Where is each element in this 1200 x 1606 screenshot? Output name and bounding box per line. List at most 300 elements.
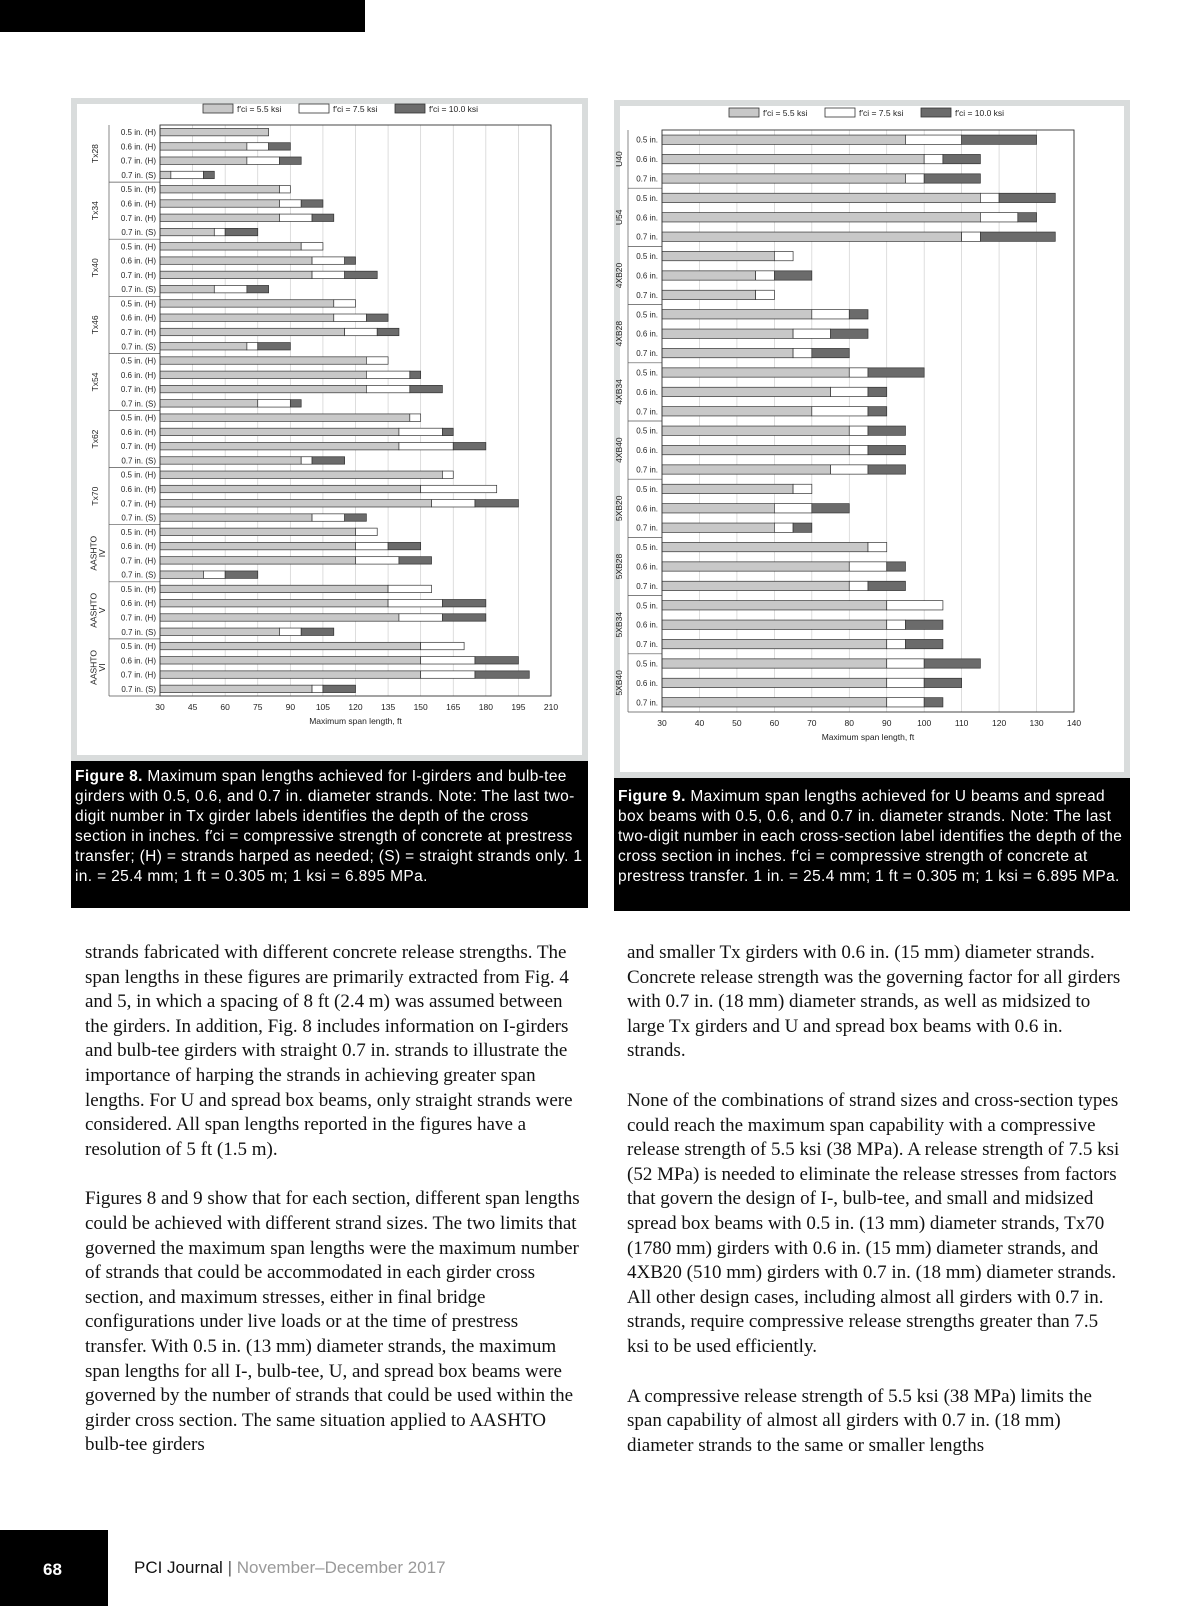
fig8-bar-7-2-seg2 [399,557,432,564]
fig8-bar-2-0-seg0 [160,243,301,250]
fig8-row-label-2-1: 0.6 in. (H) [120,256,156,266]
figure-9-caption-text: Maximum span lengths achieved for U beams and spread box beams with 0.5, 0.6, and 0.7 in. diameter strands. Note: The last two-digit number in each cross-section label identifies the depth of the cross section in inches. f′ci = compressive strength of concrete at prestress transfer. 1 in. = 25.4 mm; 1 ft = 0.305 m; 1 ksi = 6.895 MPa. [618,788,1123,885]
fig8-bar-5-1-seg0 [160,428,399,435]
fig8-group-label-7-part1: IV [97,549,108,558]
fig9-legend-swatch-1 [825,108,855,117]
fig8-row-label-9-2: 0.7 in. (H) [120,670,156,680]
fig8-legend-swatch-0 [203,104,233,113]
fig9-row-label-8-1: 0.6 in. [636,620,658,630]
fig8-row-label-5-0: 0.5 in. (H) [120,413,156,423]
fig9-bar-2-1-seg0 [662,271,756,280]
fig9-bar-6-1-seg1 [774,504,811,513]
fig8-bar-6-3-seg0 [160,514,312,521]
fig8-bar-8-2-seg0 [160,614,399,621]
fig9-bar-6-2-seg0 [662,523,774,532]
fig8-row-label-4-1: 0.6 in. (H) [120,370,156,380]
fig8-group-label-0: Tx28 [90,144,100,164]
fig9-bar-5-1-seg0 [662,445,849,454]
fig9-row-label-5-0: 0.5 in. [636,426,658,436]
fig9-bar-5-2-seg1 [831,465,868,474]
fig8-bar-4-0-seg0 [160,357,366,364]
fig8-row-label-6-2: 0.7 in. (H) [120,499,156,509]
fig9-legend-label-2: f′ci = 10.0 ksi [955,108,1005,118]
fig8-tick-label-10: 180 [478,702,493,712]
fig9-bar-6-2-seg1 [774,523,793,532]
fig9-group-label-6: 5XB20 [614,495,624,522]
fig9-row-label-0-1: 0.6 in. [636,155,658,165]
fig8-bar-8-1-seg2 [442,600,485,607]
issue-date: November–December 2017 [236,1558,446,1577]
fig8-group-label-1: Tx34 [90,201,100,221]
fig8-bar-0-1-seg0 [160,143,247,150]
fig9-group-label-9: 5XB40 [614,670,624,696]
fig8-bar-9-2-seg0 [160,671,421,678]
fig8-bar-1-0-seg0 [160,186,279,193]
fig9-bar-3-0-seg2 [849,310,868,319]
fig8-tick-label-12: 210 [543,702,559,712]
fig8-bar-3-3-seg2 [258,343,291,350]
fig9-row-label-6-2: 0.7 in. [636,523,658,533]
fig8-bar-3-1-seg2 [366,314,388,321]
fig9-bar-1-0-seg1 [980,193,999,202]
fig8-bar-0-1-seg2 [269,143,291,150]
fig9-row-label-9-0: 0.5 in. [636,659,658,669]
fig8-row-label-1-1: 0.6 in. (H) [120,199,156,209]
fig8-bar-4-1-seg0 [160,371,366,378]
fig9-bar-8-2-seg2 [905,639,942,648]
fig8-bar-3-2-seg1 [345,328,378,335]
fig9-bar-4-2-seg0 [662,407,812,416]
fig8-bar-5-0-seg0 [160,414,410,421]
fig9-row-label-4-2: 0.7 in. [636,407,658,417]
fig9-bar-0-2-seg1 [905,174,924,183]
fig9-bar-7-0-seg0 [662,542,868,551]
fig9-tick-label-9: 120 [991,718,1007,728]
fig9-bar-3-1-seg2 [831,329,868,338]
fig9-bar-6-2-seg2 [793,523,812,532]
fig9-group-label-0: U40 [614,151,624,167]
fig9-bar-6-0-seg1 [793,484,812,493]
fig8-bar-9-3-seg1 [312,685,323,692]
fig8-bar-6-0-seg1 [442,471,453,478]
right-column [627,941,1122,1483]
fig8-bar-2-1-seg1 [312,257,345,264]
fig9-bar-1-0-seg2 [999,193,1055,202]
right-paragraph-1: and smaller Tx girders with 0.6 in. (15 mm) diameter strands. Concrete release strength was the governing factor for all girders with 0.7 in. (18 mm) diameter strands, as well as midsized to large Tx girders and U and spread box beams with 0.6 in. strands. [627,942,1121,1062]
fig8-row-label-6-0: 0.5 in. (H) [120,470,156,480]
fig8-group-label-8 [88,593,107,628]
fig8-bar-3-0-seg0 [160,300,334,307]
fig8-bar-5-1-seg2 [442,428,453,435]
fig9-bar-8-0-seg1 [887,601,943,610]
fig8-group-label-4: Tx54 [90,372,100,392]
fig9-bar-0-2-seg0 [662,174,905,183]
fig9-bar-2-1-seg2 [774,271,811,280]
fig8-bar-2-1-seg0 [160,257,312,264]
fig8-bar-8-2-seg2 [442,614,485,621]
fig8-row-label-2-2: 0.7 in. (H) [120,270,156,280]
fig9-tick-label-1: 40 [694,718,705,728]
fig8-bar-2-3-seg0 [160,285,214,292]
fig9-bar-6-0-seg0 [662,484,793,493]
fig8-bar-0-3-seg0 [160,171,171,178]
fig8-bar-3-3-seg1 [247,343,258,350]
fig9-bar-7-1-seg0 [662,562,849,571]
fig8-bar-7-0-seg0 [160,528,356,535]
fig9-bar-5-2-seg2 [868,465,905,474]
fig9-row-label-9-1: 0.6 in. [636,678,658,688]
fig8-bar-6-2-seg0 [160,500,432,507]
fig8-bar-7-1-seg2 [388,542,421,549]
fig8-group-label-2: Tx40 [90,258,100,278]
fig8-bar-2-3-seg2 [247,285,269,292]
fig8-row-label-8-0: 0.5 in. (H) [120,584,156,594]
fig8-bar-0-2-seg2 [279,157,301,164]
fig9-bar-0-0-seg2 [962,135,1037,144]
fig9-row-label-2-2: 0.7 in. [636,290,658,300]
fig9-bar-3-0-seg0 [662,310,812,319]
fig9-bar-0-1-seg2 [943,154,980,163]
fig8-bar-9-1-seg0 [160,657,421,664]
figure-9-caption [614,778,1130,911]
fig9-tick-label-11: 140 [1066,718,1082,728]
fig8-group-label-7-part0: AASHTO [88,535,99,571]
fig8-row-label-5-2: 0.7 in. (H) [120,442,156,452]
fig8-bar-0-1-seg1 [247,143,269,150]
fig9-group-label-7: 5XB28 [614,553,624,580]
fig8-bar-8-3-seg1 [279,628,301,635]
fig8-bar-8-2-seg1 [399,614,442,621]
fig8-bar-4-3-seg2 [290,400,301,407]
header-bar [0,0,365,32]
fig9-row-label-7-0: 0.5 in. [636,543,658,553]
fig8-row-label-8-2: 0.7 in. (H) [120,613,156,623]
fig9-bar-7-2-seg2 [868,581,905,590]
fig8-row-label-7-3: 0.7 in. (S) [121,570,156,580]
fig9-group-label-3: 4XB28 [614,320,624,347]
journal-name: PCI Journal [134,1558,223,1577]
fig9-bar-5-0-seg0 [662,426,849,435]
fig8-bar-1-1-seg0 [160,200,279,207]
fig9-bar-5-0-seg2 [868,426,905,435]
fig8-bar-6-3-seg1 [312,514,345,521]
fig8-row-label-2-0: 0.5 in. (H) [120,242,156,252]
fig8-bar-1-2-seg0 [160,214,279,221]
fig8-tick-label-4: 90 [285,702,296,712]
fig9-row-label-8-2: 0.7 in. [636,640,658,650]
fig9-row-label-7-2: 0.7 in. [636,581,658,591]
fig8-row-label-3-0: 0.5 in. (H) [120,299,156,309]
fig9-group-label-2: 4XB20 [614,262,624,289]
figure-8-chart [71,98,588,761]
fig9-row-label-3-0: 0.5 in. [636,310,658,320]
fig9-group-label-5: 4XB40 [614,437,624,463]
figure-9-chart [614,100,1130,778]
fig9-bar-7-2-seg0 [662,581,849,590]
fig8-bar-0-3-seg1 [171,171,204,178]
fig8-row-label-5-1: 0.6 in. (H) [120,427,156,437]
fig8-row-label-0-1: 0.6 in. (H) [120,142,156,152]
fig9-bar-4-0-seg2 [868,368,924,377]
fig8-row-label-1-2: 0.7 in. (H) [120,213,156,223]
fig8-legend-label-2: f′ci = 10.0 ksi [429,104,479,114]
fig8-bar-7-1-seg1 [356,542,389,549]
figure-8-caption-text: Maximum span lengths achieved for I-girders and bulb-tee girders with 0.5, 0.6, and 0.7 in. diameter strands. Note: The last two-digit number in Tx girder labels identifies the depth of the cross section in inches. f′ci = compressive strength of concrete at prestress transfer; (H) = strands harped as needed; (S) = straight strands only. 1 in. = 25.4 mm; 1 ft = 0.305 m; 1 ksi = 6.895 MPa. [75,768,583,885]
fig9-bar-7-1-seg1 [849,562,886,571]
fig8-legend-swatch-2 [395,104,425,113]
fig9-group-label-8: 5XB34 [614,611,624,638]
fig9-bar-4-0-seg1 [849,368,868,377]
left-paragraph-2: Figures 8 and 9 show that for each section, different span lengths could be achieved with different strand sizes. The two limits that governed the maximum span lengths were the maximum number of strands that could be accommodated in each girder cross section, and maximum stresses, either in final bridge configurations under live loads or at the time of prestress transfer. With 0.5 in. (13 mm) diameter strands, the maximum span lengths for all I-, bulb-tee, U, and spread box beams were governed by the number of strands that could be used within the girder cross section. The same situation applied to AASHTO bulb-tee girders [85,1188,580,1456]
fig9-row-label-9-2: 0.7 in. [636,698,658,708]
fig9-group-label-4: 4XB34 [614,379,624,405]
right-paragraph-3: A compressive release strength of 5.5 ksi (38 MPa) limits the span capability of almost all girders with 0.7 in. (18 mm) diameter strands to the same or smaller lengths [627,1385,1092,1456]
fig8-row-label-4-3: 0.7 in. (S) [121,399,156,409]
fig8-bar-4-3-seg0 [160,400,258,407]
fig8-row-label-3-1: 0.6 in. (H) [120,313,156,323]
fig8-bar-9-0-seg0 [160,642,421,649]
fig8-bar-4-1-seg2 [410,371,421,378]
fig9-bar-4-1-seg2 [868,387,887,396]
fig9-tick-label-7: 100 [917,718,932,728]
fig8-row-label-1-0: 0.5 in. (H) [120,185,156,195]
fig9-row-label-6-1: 0.6 in. [636,504,658,514]
fig9-x-axis-label: Maximum span length, ft [821,732,915,742]
fig9-bar-2-0-seg0 [662,251,774,260]
fig9-bar-8-1-seg0 [662,620,887,629]
fig8-tick-label-6: 120 [348,702,363,712]
fig8-bar-8-1-seg0 [160,600,388,607]
fig9-bar-0-2-seg2 [924,174,980,183]
fig8-row-label-3-3: 0.7 in. (S) [121,342,156,352]
fig8-bar-1-1-seg2 [301,200,323,207]
fig9-tick-label-10: 130 [1029,718,1044,728]
fig9-tick-label-0: 30 [657,718,667,728]
page-number: 68 [43,1560,62,1579]
fig8-row-label-0-3: 0.7 in. (S) [121,170,156,180]
fig8-group-label-7 [88,535,107,570]
fig8-bar-6-1-seg0 [160,485,421,492]
fig8-bar-4-2-seg2 [410,385,443,392]
fig9-row-label-5-1: 0.6 in. [636,446,658,456]
fig8-row-label-7-0: 0.5 in. (H) [120,527,156,537]
fig9-bar-2-2-seg0 [662,290,756,299]
fig8-row-label-2-3: 0.7 in. (S) [121,285,156,295]
fig8-bar-9-3-seg2 [323,685,356,692]
fig8-bar-6-1-seg1 [421,485,497,492]
fig9-row-label-2-1: 0.6 in. [636,271,658,281]
fig9-bar-9-1-seg2 [924,678,961,687]
fig9-bar-9-0-seg2 [924,659,980,668]
fig8-bar-7-3-seg1 [203,571,225,578]
fig8-bar-2-2-seg0 [160,271,312,278]
fig8-legend-label-1: f′ci = 7.5 ksi [333,104,378,114]
right-paragraph-2: None of the combinations of strand sizes and cross-section types could reach the maximum span capability with a compressive release strength of 5.5 ksi (38 MPa). A release strength of 7.5 ksi (52 MPa) is needed to eliminate the release stresses from factors that govern the design of I-, bulb-tee, and small and midsized spread box beams with 0.5 in. (13 mm) diameter strands, Tx70 (1780 mm) girders with 0.6 in. (15 mm) diameter strands, and 4XB20 (510 mm) girders with 0.7 in. (18 mm) diameter strands. All other design cases, including almost all girders with 0.7 in. strands, require compressive release strengths greater than 7.5 ksi to be used efficiently. [627,1089,1120,1357]
fig9-bar-1-1-seg0 [662,213,980,222]
fig9-bar-8-2-seg0 [662,639,887,648]
fig9-bar-3-1-seg0 [662,329,793,338]
fig8-bar-1-1-seg1 [279,200,301,207]
fig8-bar-0-2-seg0 [160,157,247,164]
fig8-tick-label-1: 45 [187,702,198,712]
fig9-bar-6-1-seg0 [662,504,774,513]
fig8-bar-9-2-seg1 [421,671,475,678]
fig9-bar-5-1-seg1 [849,445,868,454]
fig8-bar-4-2-seg0 [160,385,366,392]
fig8-bar-9-1-seg2 [475,657,518,664]
figure-8-caption [71,761,588,908]
fig9-row-label-6-0: 0.5 in. [636,484,658,494]
fig8-bar-5-3-seg1 [301,457,312,464]
fig9-bar-3-2-seg2 [812,348,849,357]
fig8-bar-9-3-seg0 [160,685,312,692]
fig8-bar-5-2-seg0 [160,442,399,449]
figure-8-label: Figure 8. [75,768,143,785]
fig9-bar-4-1-seg0 [662,387,831,396]
fig8-bar-5-1-seg1 [399,428,442,435]
fig8-group-label-8-part0: AASHTO [88,592,99,628]
fig9-bar-0-0-seg0 [662,135,905,144]
fig8-group-label-5: Tx62 [90,429,100,449]
fig9-bar-1-2-seg2 [980,232,1055,241]
fig8-row-label-7-1: 0.6 in. (H) [120,542,156,552]
fig9-bar-3-1-seg1 [793,329,830,338]
fig9-bar-9-2-seg0 [662,698,887,707]
fig8-bar-3-3-seg0 [160,343,247,350]
fig9-legend-label-1: f′ci = 7.5 ksi [859,108,904,118]
fig8-bar-6-3-seg2 [345,514,367,521]
fig9-bar-7-1-seg2 [887,562,906,571]
fig9-legend-swatch-2 [921,108,951,117]
fig9-tick-label-8: 110 [954,718,969,728]
fig9-tick-label-3: 60 [769,718,780,728]
fig9-bar-1-2-seg1 [962,232,981,241]
fig9-row-label-1-0: 0.5 in. [636,193,658,203]
fig9-bar-1-1-seg1 [980,213,1017,222]
fig9-row-label-5-2: 0.7 in. [636,465,658,475]
fig9-bar-7-0-seg1 [868,542,887,551]
fig9-bar-3-0-seg1 [812,310,849,319]
fig8-row-label-9-0: 0.5 in. (H) [120,642,156,652]
fig8-bar-8-3-seg2 [301,628,334,635]
fig8-bar-7-0-seg1 [356,528,378,535]
fig9-bar-4-0-seg0 [662,368,849,377]
fig8-bar-3-2-seg2 [377,328,399,335]
fig9-bar-9-2-seg1 [887,698,924,707]
fig8-row-label-9-3: 0.7 in. (S) [121,684,156,694]
fig8-bar-4-1-seg1 [366,371,409,378]
fig8-row-label-0-2: 0.7 in. (H) [120,156,156,166]
fig8-x-axis-label: Maximum span length, ft [309,716,402,726]
fig8-bar-7-2-seg1 [356,557,399,564]
fig9-row-label-7-1: 0.6 in. [636,562,658,572]
fig9-bar-9-0-seg1 [887,659,924,668]
fig8-bar-3-1-seg1 [334,314,367,321]
fig8-bar-5-3-seg2 [312,457,345,464]
fig8-bar-3-1-seg0 [160,314,334,321]
fig8-bar-4-0-seg1 [366,357,388,364]
fig9-bar-1-2-seg0 [662,232,962,241]
fig9-bar-4-2-seg1 [812,407,868,416]
fig8-tick-label-7: 135 [380,702,396,712]
footer-separator: | [227,1558,232,1577]
fig9-bar-2-2-seg1 [756,290,775,299]
fig9-bar-8-1-seg2 [905,620,942,629]
fig8-bar-8-1-seg1 [388,600,442,607]
fig8-bar-4-3-seg1 [258,400,291,407]
fig8-bar-2-3-seg1 [214,285,247,292]
fig8-bar-2-0-seg1 [301,243,323,250]
fig8-bar-0-3-seg2 [203,171,214,178]
fig9-bar-0-1-seg0 [662,154,924,163]
fig9-tick-label-5: 80 [844,718,855,728]
fig8-tick-label-3: 75 [253,702,263,712]
fig8-row-label-4-0: 0.5 in. (H) [120,356,156,366]
fig9-bar-8-1-seg1 [887,620,906,629]
left-column [85,941,580,1483]
fig9-bar-0-1-seg1 [924,154,943,163]
fig8-tick-label-9: 165 [446,702,461,712]
fig8-bar-5-2-seg1 [399,442,453,449]
fig8-row-label-5-3: 0.7 in. (S) [121,456,156,466]
fig9-bar-1-0-seg0 [662,193,980,202]
fig8-bar-2-1-seg2 [345,257,356,264]
fig8-bar-0-2-seg1 [247,157,280,164]
fig8-bar-1-3-seg1 [214,228,225,235]
fig9-bar-8-0-seg0 [662,601,887,610]
fig8-bar-7-1-seg0 [160,542,356,549]
fig8-bar-7-2-seg0 [160,557,356,564]
fig8-bar-5-3-seg0 [160,457,301,464]
fig8-tick-label-2: 60 [220,702,230,712]
fig9-bar-7-2-seg1 [849,581,868,590]
fig9-bar-5-1-seg2 [868,445,905,454]
fig8-bar-6-2-seg2 [475,500,518,507]
fig8-bar-8-3-seg0 [160,628,279,635]
fig8-bar-9-1-seg1 [421,657,475,664]
fig9-group-label-1: U54 [614,209,624,226]
fig9-row-label-1-2: 0.7 in. [636,232,658,242]
fig9-bar-9-2-seg2 [924,698,943,707]
fig8-row-label-8-3: 0.7 in. (S) [121,627,156,637]
fig9-bar-4-2-seg2 [868,407,887,416]
fig8-tick-label-5: 105 [315,702,331,712]
fig8-row-label-6-1: 0.6 in. (H) [120,485,156,495]
fig9-bar-1-1-seg2 [1018,213,1037,222]
left-paragraph-1: strands fabricated with different concrete release strengths. The span lengths in these figures are primarily extracted from Fig. 4 and 5, in which a spacing of 8 ft (2.4 m) was assumed between the girders. In addition, Fig. 8 includes information on I-girders and bulb-tee girders with straight 0.7 in. strands to illustrate the importance of harping the strands in achieving greater span lengths. For U and spread box beams, only straight strands were considered. All span lengths reported in the figures have a resolution of 5 ft (1.5 m). [85,942,573,1160]
fig9-bar-5-0-seg1 [849,426,868,435]
fig9-bar-5-2-seg0 [662,465,831,474]
fig9-row-label-2-0: 0.5 in. [636,252,658,262]
fig8-bar-1-2-seg2 [312,214,334,221]
fig8-row-label-6-3: 0.7 in. (S) [121,513,156,523]
fig9-bar-4-1-seg1 [831,387,868,396]
fig8-bar-5-0-seg1 [410,414,421,421]
fig8-legend-swatch-1 [299,104,329,113]
fig9-legend-label-0: f′ci = 5.5 ksi [763,108,808,118]
fig8-bar-1-3-seg0 [160,228,214,235]
fig8-row-label-3-2: 0.7 in. (H) [120,327,156,337]
fig8-bar-5-2-seg2 [453,442,486,449]
fig8-tick-label-0: 30 [155,702,165,712]
fig8-bar-9-0-seg1 [421,642,464,649]
fig9-bar-9-1-seg0 [662,678,887,687]
fig9-row-label-3-1: 0.6 in. [636,329,658,339]
fig9-row-label-4-1: 0.6 in. [636,387,658,397]
fig9-bar-8-2-seg1 [887,639,906,648]
fig9-bar-9-1-seg1 [887,678,924,687]
fig8-row-label-8-1: 0.6 in. (H) [120,599,156,609]
